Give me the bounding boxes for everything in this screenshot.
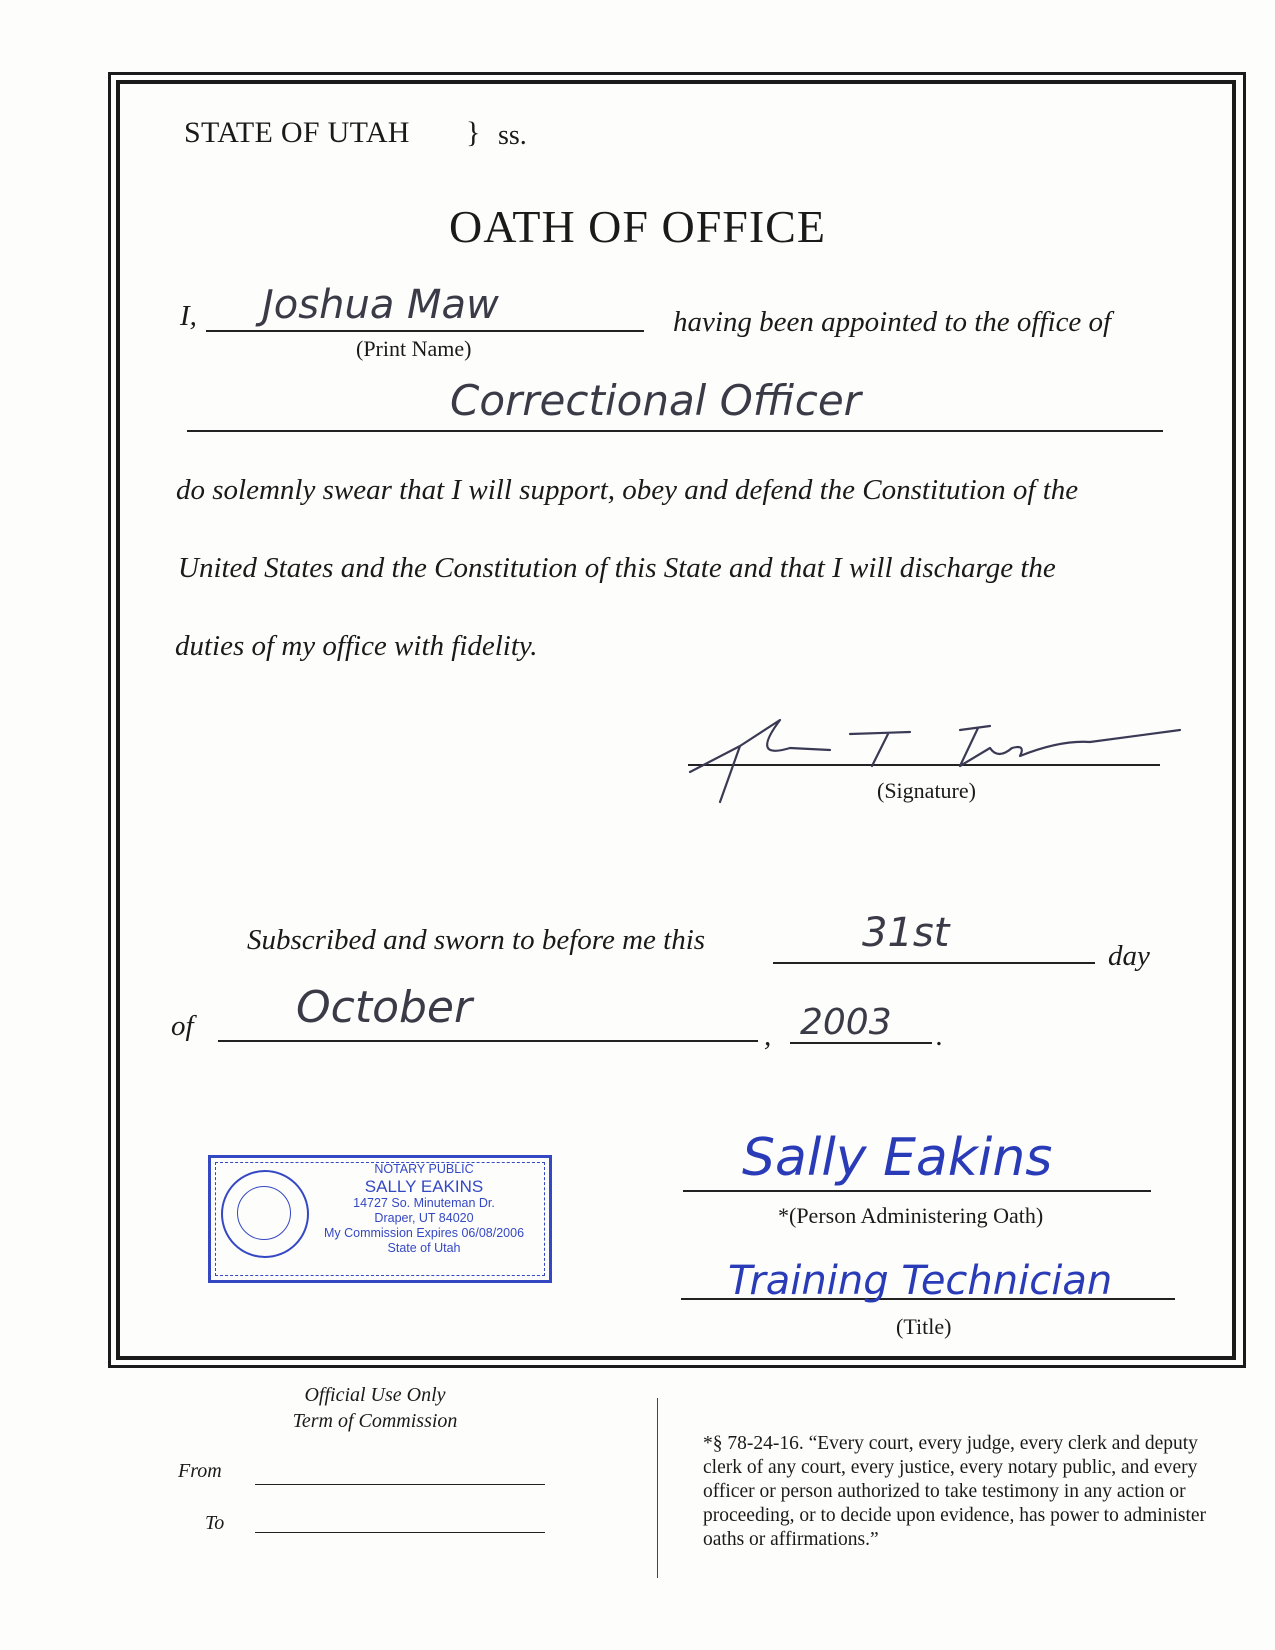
print-name-label: (Print Name): [356, 336, 472, 361]
administrator-title-handwritten[interactable]: Training Technician: [728, 1258, 1113, 1304]
state-heading: STATE OF UTAH: [184, 116, 410, 149]
date-period: .: [936, 1020, 944, 1052]
statute-footnote: *§ 78-24-16. “Every court, every judge, every clerk and deputy clerk of any court, every justice, every notary public, and every officer or person authorized to take testimony in any action or proceeding, or to decide upon evidence, has power to administer oaths or affirmations.”: [703, 1433, 1207, 1550]
name-line: [206, 330, 644, 332]
stamp-line-6: State of Utah: [387, 1241, 461, 1255]
footer-divider: [657, 1398, 658, 1578]
administrator-line: [683, 1190, 1151, 1192]
title-label: (Title): [896, 1314, 952, 1339]
official-use-heading: [260, 1382, 490, 1434]
page-title: OATH OF OFFICE: [449, 201, 826, 252]
oath-body-line-2: United States and the Constitution of this State and that I will discharge the: [178, 552, 1056, 584]
state-seal-icon: [221, 1170, 309, 1258]
day-label: day: [1108, 940, 1150, 972]
month-handwritten[interactable]: October: [296, 982, 473, 1033]
notary-stamp: [208, 1155, 552, 1283]
day-line: [773, 962, 1095, 964]
state-brace: }: [466, 116, 481, 149]
of-label: of: [171, 1010, 194, 1042]
stamp-line-4: Draper, UT 84020: [374, 1211, 474, 1225]
name-handwritten[interactable]: Joshua Maw: [262, 282, 499, 328]
date-comma: ,: [764, 1020, 772, 1052]
stamp-line-1: NOTARY PUBLIC: [374, 1162, 474, 1176]
stamp-line-3: 14727 So. Minuteman Dr.: [353, 1196, 495, 1210]
office-handwritten[interactable]: Correctional Officer: [450, 376, 861, 425]
office-line: [187, 430, 1163, 432]
oath-prefix: I,: [180, 300, 197, 332]
oath-body-line-1: do solemnly swear that I will support, obey and defend the Constitution of the: [176, 474, 1079, 506]
official-use-heading-2: Term of Commission: [292, 1410, 458, 1432]
state-ss: ss.: [498, 120, 527, 151]
stamp-text: [311, 1162, 537, 1256]
appointed-text: having been appointed to the office of: [673, 306, 1112, 338]
from-line[interactable]: [255, 1484, 545, 1485]
from-label: From: [178, 1460, 222, 1482]
official-use-heading-1: Official Use Only: [304, 1384, 446, 1406]
to-line[interactable]: [255, 1532, 545, 1533]
seal-inner-ring: [237, 1186, 291, 1240]
oath-body-line-3: duties of my office with fidelity.: [175, 630, 538, 662]
sworn-text: Subscribed and sworn to before me this: [247, 924, 706, 956]
signature-label: (Signature): [877, 778, 976, 803]
to-label: To: [205, 1512, 225, 1534]
stamp-line-5: My Commission Expires 06/08/2006: [323, 1226, 525, 1240]
month-line: [218, 1040, 758, 1042]
year-handwritten[interactable]: 2003: [800, 1002, 892, 1043]
administrator-label: *(Person Administering Oath): [778, 1203, 1044, 1228]
administrator-name-handwritten[interactable]: Sally Eakins: [742, 1128, 1053, 1188]
stamp-line-2: SALLY EAKINS: [364, 1177, 484, 1196]
day-handwritten[interactable]: 31st: [862, 910, 950, 956]
